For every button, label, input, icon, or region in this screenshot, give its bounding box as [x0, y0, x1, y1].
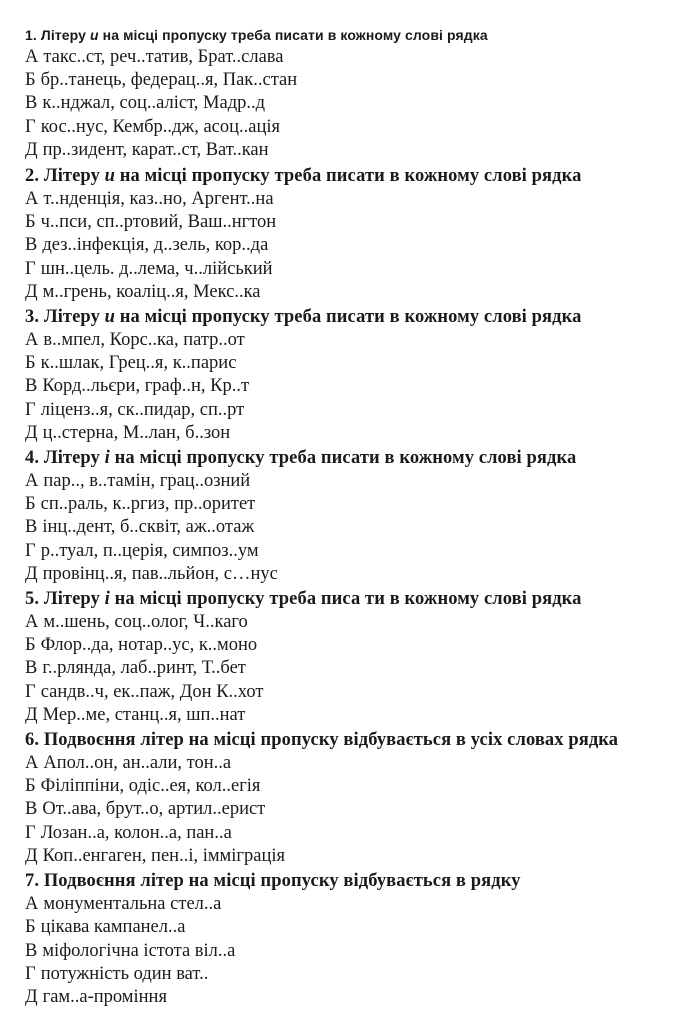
question-1 [25, 24, 696, 162]
answer-option [25, 329, 696, 352]
question-number: 2. [25, 166, 40, 187]
answer-option [25, 752, 696, 775]
option-text: потужність один ват.. [40, 963, 209, 984]
option-text: г..рлянда, лаб..ринт, Т..бет [42, 658, 246, 679]
option-letter: Б [25, 494, 36, 515]
question-7 [25, 869, 696, 1009]
option-text: м..грень, коаліц..я, Мекс..ка [42, 281, 261, 302]
title-part: Подвоєння літер на місці пропуску відбувається в рядку [43, 871, 521, 892]
option-letter: В [25, 376, 38, 397]
option-letter: Б [25, 212, 36, 233]
option-letter: Д [25, 139, 38, 160]
option-letter: В [25, 799, 38, 820]
option-text: міфологічна істота віл..а [42, 940, 236, 961]
title-part: на місці пропуску треба писати в кожному слові рядка [115, 307, 582, 328]
option-text: Лозан..а, колон..а, пан..а [40, 822, 232, 843]
answer-option [25, 211, 696, 234]
question-title [25, 446, 696, 470]
title-part: на місці пропуску треба писати в кожному слові рядка [98, 27, 488, 43]
title-letter: і [104, 448, 110, 469]
option-text: пр..зидент, карат..ст, Ват..кан [42, 139, 269, 160]
answer-option [25, 493, 696, 516]
answer-option [25, 234, 696, 257]
option-letter: А [25, 189, 39, 210]
answer-option [25, 822, 696, 845]
option-letter: А [25, 471, 39, 492]
option-letter: Б [25, 917, 36, 938]
title-letter: и [104, 307, 116, 328]
answer-option [25, 92, 696, 115]
answer-option [25, 845, 696, 868]
answer-option [25, 916, 696, 939]
option-letter: А [25, 330, 39, 351]
option-letter: Г [25, 116, 36, 137]
option-letter: Б [25, 70, 36, 91]
option-letter: Г [25, 681, 36, 702]
option-text: м..шень, соц..олог, Ч..каго [43, 612, 248, 633]
option-text: ч..пси, сп..ртовий, Ваш..нгтон [40, 212, 277, 233]
option-text: Флор..да, нотар..ус, к..моно [40, 635, 258, 656]
title-part: на місці пропуску треба писа ти в кожному слові рядка [109, 589, 582, 610]
option-letter: В [25, 517, 38, 538]
answer-option [25, 986, 696, 1009]
title-part: Літеру [43, 448, 105, 469]
option-letter: Д [25, 845, 38, 866]
option-letter: Г [25, 399, 36, 420]
option-letter: В [25, 658, 38, 679]
option-text: гам..а-проміння [42, 986, 167, 1007]
option-text: Апол..он, ан..али, тон..а [43, 753, 232, 774]
option-letter: Г [25, 822, 36, 843]
answer-option [25, 69, 696, 92]
answer-option [25, 563, 696, 586]
option-letter: В [25, 235, 38, 256]
question-5 [25, 587, 696, 727]
answer-option [25, 116, 696, 139]
option-text: сп..раль, к..ргиз, пр..оритет [40, 494, 256, 515]
answer-option [25, 422, 696, 445]
answer-option [25, 798, 696, 821]
option-text: т..нденція, каз..но, Аргент..на [43, 189, 274, 210]
option-letter: Г [25, 540, 36, 561]
title-part: на місці пропуску треба писати в кожному слові рядка [109, 448, 577, 469]
title-part: Літеру [43, 589, 105, 610]
option-text: інц..дент, б..сквіт, аж..отаж [42, 517, 255, 538]
answer-option [25, 46, 696, 69]
answer-option [25, 893, 696, 916]
option-text: От..ава, брут..о, артил..ерист [42, 799, 266, 820]
option-text: кос..нус, Кембр..дж, асоц..ація [40, 116, 281, 137]
option-text: Корд..льєри, граф..н, Кр..т [42, 376, 250, 397]
option-text: дез..інфекція, д..зель, кор..да [42, 235, 269, 256]
option-text: в..мпел, Корс..ка, патр..от [43, 330, 245, 351]
answer-option [25, 634, 696, 657]
option-letter: Б [25, 776, 36, 797]
question-4 [25, 446, 696, 586]
option-letter: А [25, 753, 39, 774]
option-letter: Д [25, 563, 38, 584]
option-text: ліценз..я, ск..пидар, сп..рт [40, 399, 245, 420]
option-letter: Б [25, 353, 36, 374]
option-text: Філіппіни, одіс..ея, кол..егія [40, 776, 261, 797]
option-letter: Г [25, 963, 36, 984]
title-letter: и [90, 27, 99, 43]
option-text: бр..танець, федерац..я, Пак..стан [40, 70, 298, 91]
option-letter: А [25, 47, 39, 67]
answer-option [25, 352, 696, 375]
answer-option [25, 516, 696, 539]
option-letter: Д [25, 986, 38, 1007]
answer-option [25, 470, 696, 493]
option-text: такс..ст, реч..татив, Брат..слава [43, 47, 284, 67]
answer-option [25, 704, 696, 727]
title-part: Літеру [43, 307, 105, 328]
option-letter: Б [25, 635, 36, 656]
option-text: к..шлак, Грец..я, к..парис [40, 353, 237, 374]
title-part: Літеру [43, 166, 105, 187]
title-letter: і [104, 589, 110, 610]
option-letter: В [25, 940, 38, 961]
option-letter: Г [25, 258, 36, 279]
question-number: 5. [25, 589, 40, 610]
question-title [25, 305, 696, 329]
option-letter: Д [25, 704, 38, 725]
question-title [25, 869, 696, 893]
option-letter: В [25, 93, 38, 114]
answer-option [25, 963, 696, 986]
question-number: 4. [25, 448, 40, 469]
question-title [25, 164, 696, 188]
answer-option [25, 611, 696, 634]
option-text: ц..стерна, М..лан, б..зон [42, 422, 231, 443]
question-3 [25, 305, 696, 445]
question-title [25, 24, 696, 46]
question-6 [25, 728, 696, 868]
option-text: сандв..ч, ек..паж, Дон К..хот [40, 681, 264, 702]
option-text: к..нджал, соц..аліст, Мадр..д [42, 93, 266, 114]
option-text: Мер..ме, станц..я, шп..нат [42, 704, 246, 725]
answer-option [25, 281, 696, 304]
question-title [25, 587, 696, 611]
option-letter: А [25, 612, 39, 633]
question-2 [25, 164, 696, 304]
answer-option [25, 375, 696, 398]
option-text: шн..цель. д..лема, ч..лійський [40, 258, 273, 279]
question-number: 7. [25, 871, 40, 892]
answer-option [25, 940, 696, 963]
title-part: на місці пропуску треба писати в кожному слові рядка [115, 166, 582, 187]
answer-option [25, 139, 696, 162]
option-text: монументальна стел..а [43, 894, 222, 915]
question-number: 6. [25, 730, 40, 751]
option-text: р..туал, п..церія, симпоз..ум [40, 540, 259, 561]
question-number: 1. [25, 27, 37, 43]
option-text: Коп..енгаген, пен..і, імміграція [42, 845, 286, 866]
option-text: пар.., в..тамін, грац..озний [43, 471, 251, 492]
option-letter: Д [25, 422, 38, 443]
title-letter: и [104, 166, 116, 187]
option-letter: А [25, 894, 39, 915]
answer-option [25, 399, 696, 422]
title-part: Подвоєння літер на місці пропуску відбувається в усіх словах рядка [43, 730, 619, 751]
question-title [25, 728, 696, 752]
option-letter: Д [25, 281, 38, 302]
answer-option [25, 258, 696, 281]
question-number: 3. [25, 307, 40, 328]
answer-option [25, 540, 696, 563]
option-text: цікава кампанел..а [40, 917, 186, 938]
option-text: провінц..я, пав..льйон, с…нус [42, 563, 278, 584]
answer-option [25, 657, 696, 680]
answer-option [25, 681, 696, 704]
answer-option [25, 775, 696, 798]
title-part: Літеру [40, 27, 90, 43]
answer-option [25, 188, 696, 211]
